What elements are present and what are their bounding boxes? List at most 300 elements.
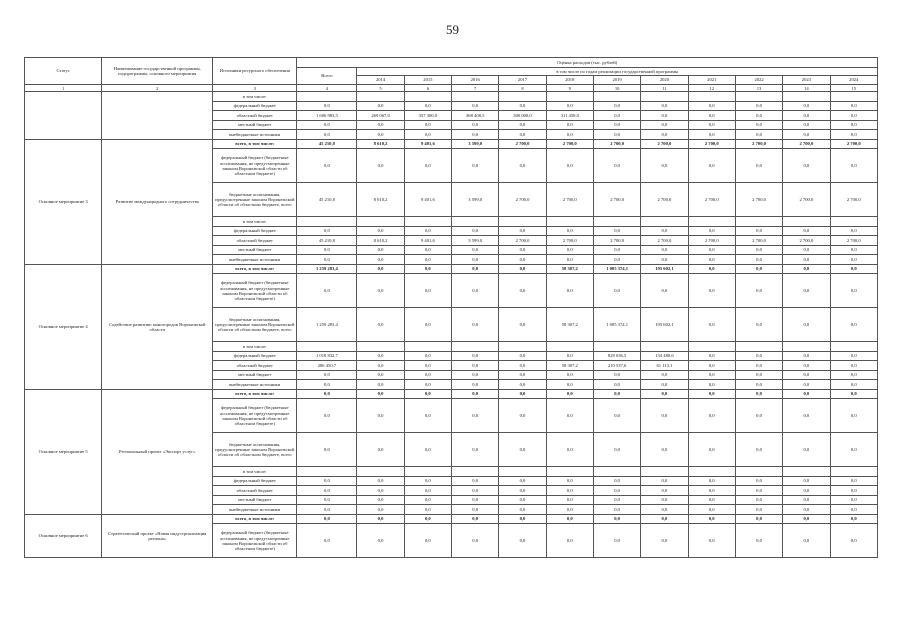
year-value-cell: 0,0 [830, 149, 877, 183]
year-value-cell: 0,0 [688, 389, 735, 399]
year-value-cell: 0,0 [452, 361, 499, 371]
year-value-cell: 0,0 [593, 111, 640, 121]
year-value-cell: 2 700,0 [593, 183, 640, 217]
year-value-cell: 0,0 [404, 476, 451, 486]
activity-name-cell: Стратегический проект «Новая индустриализация региона» [102, 514, 213, 558]
year-value-cell: 0,0 [546, 514, 593, 524]
header-column-number: 1 [25, 85, 102, 92]
year-value-cell [546, 92, 593, 102]
year-value-cell: 2 700,0 [499, 139, 546, 149]
year-value-cell: 0,0 [357, 370, 404, 380]
year-value-cell: 2 700,0 [783, 183, 830, 217]
year-value-cell: 0,0 [452, 120, 499, 130]
header-year: 2018 [546, 76, 593, 85]
year-value-cell: 0,0 [783, 120, 830, 130]
funding-source-cell: внебюджетные источники [213, 130, 297, 140]
year-value-cell: 0,0 [499, 524, 546, 558]
year-value-cell: 0,0 [546, 120, 593, 130]
status-cell: Основное мероприятие 4 [25, 264, 102, 389]
year-value-cell: 0,0 [404, 433, 451, 467]
year-value-cell: 0,0 [688, 514, 735, 524]
page-number: 59 [446, 22, 459, 37]
year-value-cell: 2 700,0 [546, 183, 593, 217]
header-year: 2017 [499, 76, 546, 85]
funding-source-cell: областной бюджет [213, 361, 297, 371]
year-value-cell: 0,0 [688, 495, 735, 505]
year-value-cell: 2 700,0 [735, 236, 782, 246]
year-value-cell: 0,0 [404, 370, 451, 380]
year-value-cell: 0,0 [641, 476, 688, 486]
header-estimate: Оценка расходов (тыс. рублей) [297, 58, 878, 68]
total-value-cell: 0,0 [297, 101, 357, 111]
year-value-cell: 0,0 [593, 149, 640, 183]
year-value-cell: 0,0 [688, 370, 735, 380]
year-value-cell: 2 700,0 [641, 139, 688, 149]
year-value-cell: 0,0 [735, 226, 782, 236]
header-year: 2020 [641, 76, 688, 85]
year-value-cell [783, 467, 830, 477]
table-row [25, 514, 878, 524]
year-value-cell [688, 467, 735, 477]
year-value-cell: 0,0 [452, 351, 499, 361]
year-value-cell: 0,0 [357, 380, 404, 390]
header-column-number: 5 [357, 85, 404, 92]
header-year: 2022 [735, 76, 782, 85]
year-value-cell: 0,0 [783, 370, 830, 380]
year-value-cell [735, 92, 782, 102]
header-column-number: 8 [499, 85, 546, 92]
year-value-cell: 0,0 [735, 389, 782, 399]
year-value-cell: 0,0 [452, 101, 499, 111]
year-value-cell: 0,0 [735, 274, 782, 308]
year-value-cell: 0,0 [357, 514, 404, 524]
year-value-cell: 0,0 [688, 380, 735, 390]
year-value-cell: 0,0 [404, 226, 451, 236]
year-value-cell: 0,0 [357, 399, 404, 433]
header-status: Статус [25, 58, 102, 85]
funding-source-cell: областной бюджет [213, 236, 297, 246]
year-value-cell [452, 467, 499, 477]
year-value-cell: 0,0 [593, 226, 640, 236]
year-value-cell: 0,0 [688, 351, 735, 361]
year-value-cell: 1 005 374,1 [593, 264, 640, 274]
year-value-cell: 0,0 [546, 370, 593, 380]
header-column-number: 3 [213, 85, 297, 92]
funding-source-cell: в том числе: [213, 92, 297, 102]
year-value-cell: 0,0 [593, 370, 640, 380]
year-value-cell: 0,0 [499, 120, 546, 130]
total-value-cell: 0,0 [297, 505, 357, 515]
year-value-cell: 0,0 [404, 264, 451, 274]
year-value-cell: 0,0 [641, 514, 688, 524]
year-value-cell: 0,0 [735, 514, 782, 524]
year-value-cell: 0,0 [830, 514, 877, 524]
year-value-cell: 0,0 [404, 514, 451, 524]
total-value-cell: 45 210,8 [297, 236, 357, 246]
year-value-cell: 3 599,0 [452, 183, 499, 217]
year-value-cell: 0,0 [641, 495, 688, 505]
year-value-cell: 0,0 [499, 130, 546, 140]
year-value-cell: 0,0 [688, 274, 735, 308]
year-value-cell: 2 700,0 [735, 139, 782, 149]
year-value-cell [830, 467, 877, 477]
year-value-cell: 0,0 [783, 226, 830, 236]
year-value-cell [688, 92, 735, 102]
year-value-cell: 311 458,0 [546, 111, 593, 121]
year-value-cell: 58 307,2 [546, 361, 593, 371]
year-value-cell: 0,0 [546, 433, 593, 467]
year-value-cell: 0,0 [499, 245, 546, 255]
year-value-cell: 0,0 [452, 389, 499, 399]
year-value-cell: 0,0 [404, 274, 451, 308]
year-value-cell [357, 217, 404, 227]
status-cell [25, 92, 102, 140]
year-value-cell: 0,0 [546, 351, 593, 361]
year-value-cell: 0,0 [452, 274, 499, 308]
year-value-cell: 0,0 [452, 245, 499, 255]
year-value-cell: 0,0 [452, 399, 499, 433]
year-value-cell: 0,0 [830, 255, 877, 265]
year-value-cell: 0,0 [830, 524, 877, 558]
year-value-cell: 0,0 [641, 245, 688, 255]
year-value-cell: 0,0 [735, 524, 782, 558]
total-value-cell: 0,0 [297, 389, 357, 399]
year-value-cell: 0,0 [783, 351, 830, 361]
funding-source-cell: всего, в том числе: [213, 139, 297, 149]
year-value-cell: 0,0 [688, 111, 735, 121]
year-value-cell: 0,0 [499, 274, 546, 308]
year-value-cell: 0,0 [830, 380, 877, 390]
year-value-cell: 0,0 [404, 495, 451, 505]
budget-table [24, 57, 878, 558]
year-value-cell: 0,0 [735, 101, 782, 111]
year-value-cell: 0,0 [357, 274, 404, 308]
year-value-cell: 0,0 [499, 255, 546, 265]
table-row [25, 139, 878, 149]
year-value-cell: 2 700,0 [688, 139, 735, 149]
year-value-cell: 0,0 [499, 433, 546, 467]
year-value-cell: 2 700,0 [641, 236, 688, 246]
year-value-cell: 0,0 [452, 524, 499, 558]
year-value-cell: 0,0 [688, 476, 735, 486]
year-value-cell: 0,0 [830, 389, 877, 399]
year-value-cell [546, 467, 593, 477]
year-value-cell: 0,0 [593, 245, 640, 255]
year-value-cell: 2 700,0 [499, 183, 546, 217]
total-value-cell: 0,0 [297, 399, 357, 433]
year-value-cell: 0,0 [783, 399, 830, 433]
year-value-cell: 0,0 [735, 351, 782, 361]
year-value-cell: 0,0 [830, 486, 877, 496]
year-value-cell: 0,0 [452, 226, 499, 236]
year-value-cell: 0,0 [357, 149, 404, 183]
year-value-cell: 0,0 [641, 274, 688, 308]
year-value-cell: 2 700,0 [546, 236, 593, 246]
table-row [25, 389, 878, 399]
year-value-cell: 0,0 [783, 476, 830, 486]
year-value-cell: 0,0 [735, 433, 782, 467]
year-value-cell [404, 217, 451, 227]
year-value-cell [783, 92, 830, 102]
year-value-cell: 3 599,0 [452, 236, 499, 246]
year-value-cell: 357 300,0 [404, 111, 451, 121]
year-value-cell: 0,0 [452, 380, 499, 390]
year-value-cell: 0,0 [783, 486, 830, 496]
funding-source-cell: федеральный бюджет (бюджетные ассигнования, не предусмотренные законом Воронежской области об областном бюджете) [213, 399, 297, 433]
year-value-cell: 0,0 [688, 264, 735, 274]
year-value-cell: 0,0 [546, 399, 593, 433]
year-value-cell: 0,0 [357, 226, 404, 236]
year-value-cell: 0,0 [783, 524, 830, 558]
year-value-cell: 368 408,5 [452, 111, 499, 121]
year-value-cell: 2 700,0 [783, 236, 830, 246]
year-value-cell: 0,0 [404, 380, 451, 390]
year-value-cell: 1 005 374,1 [593, 308, 640, 342]
year-value-cell: 58 307,2 [546, 308, 593, 342]
year-value-cell: 195 602,1 [641, 308, 688, 342]
year-value-cell: 0,0 [783, 505, 830, 515]
total-value-cell: 0,0 [297, 524, 357, 558]
funding-source-cell: областной бюджет [213, 111, 297, 121]
table-row [25, 264, 878, 274]
total-value-cell: 0,0 [297, 380, 357, 390]
year-value-cell [688, 342, 735, 352]
year-value-cell: 0,0 [830, 476, 877, 486]
total-value-cell [297, 467, 357, 477]
year-value-cell: 0,0 [499, 264, 546, 274]
funding-source-cell: внебюджетные источники [213, 380, 297, 390]
year-value-cell [735, 342, 782, 352]
total-value-cell [297, 217, 357, 227]
year-value-cell: 0,0 [783, 514, 830, 524]
year-value-cell: 0,0 [735, 264, 782, 274]
year-value-cell: 0,0 [546, 495, 593, 505]
year-value-cell: 269 067,0 [357, 111, 404, 121]
year-value-cell: 0,0 [783, 111, 830, 121]
funding-source-cell: в том числе: [213, 342, 297, 352]
year-value-cell: 0,0 [593, 433, 640, 467]
funding-source-cell: федеральный бюджет [213, 101, 297, 111]
year-value-cell: 0,0 [452, 476, 499, 486]
year-value-cell: 2 700,0 [688, 183, 735, 217]
year-value-cell: 0,0 [688, 101, 735, 111]
year-value-cell [783, 342, 830, 352]
year-value-cell: 0,0 [783, 389, 830, 399]
year-value-cell: 0,0 [452, 486, 499, 496]
funding-source-cell: всего, в том числе: [213, 514, 297, 524]
year-value-cell: 0,0 [404, 399, 451, 433]
year-value-cell: 0,0 [735, 111, 782, 121]
year-value-cell: 0,0 [357, 130, 404, 140]
year-value-cell: 0,0 [357, 495, 404, 505]
year-value-cell: 0,0 [688, 308, 735, 342]
year-value-cell: 0,0 [735, 476, 782, 486]
year-value-cell: 0,0 [357, 351, 404, 361]
year-value-cell: 0,0 [357, 476, 404, 486]
year-value-cell: 2 700,0 [830, 236, 877, 246]
total-value-cell: 0,0 [297, 226, 357, 236]
year-value-cell: 0,0 [452, 514, 499, 524]
year-value-cell: 0,0 [735, 380, 782, 390]
total-value-cell: 1 259 283,4 [297, 264, 357, 274]
funding-source-cell: местный бюджет [213, 120, 297, 130]
header-column-number: 4 [297, 85, 357, 92]
total-value-cell: 0,0 [297, 245, 357, 255]
year-value-cell: 0,0 [357, 505, 404, 515]
year-value-cell: 0,0 [783, 149, 830, 183]
header-year: 2019 [593, 76, 640, 85]
year-value-cell: 0,0 [452, 264, 499, 274]
year-value-cell: 0,0 [499, 514, 546, 524]
year-value-cell [499, 342, 546, 352]
year-value-cell: 2 700,0 [735, 183, 782, 217]
year-value-cell: 0,0 [499, 495, 546, 505]
year-value-cell: 0,0 [499, 399, 546, 433]
year-value-cell: 0,0 [546, 389, 593, 399]
year-value-cell: 0,0 [830, 308, 877, 342]
year-value-cell: 0,0 [830, 274, 877, 308]
year-value-cell: 0,0 [688, 226, 735, 236]
year-value-cell: 0,0 [452, 370, 499, 380]
activity-name-cell [102, 92, 213, 140]
year-value-cell: 0,0 [404, 486, 451, 496]
year-value-cell: 0,0 [404, 101, 451, 111]
funding-source-cell: внебюджетные источники [213, 255, 297, 265]
year-value-cell: 134 480,6 [641, 351, 688, 361]
year-value-cell: 0,0 [783, 380, 830, 390]
year-value-cell: 0,0 [452, 130, 499, 140]
year-value-cell: 0,0 [546, 380, 593, 390]
year-value-cell: 0,0 [688, 255, 735, 265]
year-value-cell: 0,0 [783, 495, 830, 505]
year-value-cell: 0,0 [641, 370, 688, 380]
year-value-cell: 0,0 [735, 399, 782, 433]
year-value-cell: 0,0 [357, 361, 404, 371]
total-value-cell: 0,0 [297, 476, 357, 486]
year-value-cell [404, 342, 451, 352]
year-value-cell: 0,0 [404, 149, 451, 183]
funding-source-cell: бюджетные ассигнования, предусмотренные законом Воронежской области об областном бюджете, всего [213, 308, 297, 342]
year-value-cell: 0,0 [783, 245, 830, 255]
funding-source-cell: местный бюджет [213, 495, 297, 505]
year-value-cell: 0,0 [735, 495, 782, 505]
year-value-cell: 0,0 [452, 149, 499, 183]
year-value-cell: 0,0 [593, 399, 640, 433]
year-value-cell: 0,0 [735, 505, 782, 515]
total-value-cell: 45 210,8 [297, 139, 357, 149]
status-cell: Основное мероприятие 3 [25, 139, 102, 264]
year-value-cell: 0,0 [546, 255, 593, 265]
year-value-cell: 0,0 [830, 120, 877, 130]
total-value-cell: 0,0 [297, 130, 357, 140]
year-value-cell: 0,0 [593, 495, 640, 505]
header-year: 2024 [830, 76, 877, 85]
funding-source-cell: всего, в том числе: [213, 389, 297, 399]
year-value-cell: 0,0 [546, 130, 593, 140]
header-year: 2015 [404, 76, 451, 85]
year-value-cell: 0,0 [546, 476, 593, 486]
year-value-cell: 0,0 [783, 361, 830, 371]
year-value-cell: 0,0 [546, 101, 593, 111]
year-value-cell: 0,0 [830, 351, 877, 361]
header-year: 2016 [452, 76, 499, 85]
year-value-cell: 0,0 [357, 308, 404, 342]
year-value-cell [499, 467, 546, 477]
year-value-cell: 2 700,0 [593, 139, 640, 149]
year-value-cell: 61 113,1 [641, 361, 688, 371]
total-value-cell [297, 92, 357, 102]
year-value-cell: 0,0 [641, 433, 688, 467]
year-value-cell: 0,0 [735, 120, 782, 130]
header-name: Наименование государственной программы, подпрограммы, основного мероприятия [102, 58, 213, 85]
year-value-cell: 0,0 [593, 274, 640, 308]
total-value-cell: 1 259 283,4 [297, 308, 357, 342]
year-value-cell: 0,0 [783, 433, 830, 467]
year-value-cell [593, 342, 640, 352]
year-value-cell: 0,0 [499, 101, 546, 111]
year-value-cell [641, 342, 688, 352]
year-value-cell: 0,0 [641, 101, 688, 111]
year-value-cell: 2 700,0 [688, 236, 735, 246]
year-value-cell: 0,0 [641, 120, 688, 130]
year-value-cell [546, 342, 593, 352]
year-value-cell: 0,0 [499, 308, 546, 342]
year-value-cell: 9 401,6 [404, 183, 451, 217]
year-value-cell: 0,0 [546, 226, 593, 236]
year-value-cell: 0,0 [499, 226, 546, 236]
header-column-number: 10 [593, 85, 640, 92]
year-value-cell [357, 342, 404, 352]
year-value-cell: 2 700,0 [546, 139, 593, 149]
header-column-number: 2 [102, 85, 213, 92]
year-value-cell: 58 307,2 [546, 264, 593, 274]
year-value-cell: 9 401,6 [404, 236, 451, 246]
year-value-cell: 0,0 [546, 486, 593, 496]
funding-source-cell: федеральный бюджет (бюджетные ассигнования, не предусмотренные законом Воронежской области об областном бюджете) [213, 524, 297, 558]
year-value-cell: 0,0 [593, 120, 640, 130]
year-value-cell: 0,0 [357, 433, 404, 467]
year-value-cell: 0,0 [688, 361, 735, 371]
year-value-cell [357, 92, 404, 102]
funding-source-cell: внебюджетные источники [213, 505, 297, 515]
year-value-cell: 0,0 [546, 524, 593, 558]
header-column-number: 7 [452, 85, 499, 92]
year-value-cell: 0,0 [404, 361, 451, 371]
year-value-cell: 0,0 [404, 130, 451, 140]
year-value-cell: 0,0 [830, 130, 877, 140]
year-value-cell: 0,0 [357, 245, 404, 255]
header-column-number: 6 [404, 85, 451, 92]
year-value-cell: 0,0 [404, 308, 451, 342]
year-value-cell: 0,0 [783, 308, 830, 342]
year-value-cell: 2 700,0 [783, 139, 830, 149]
year-value-cell: 0,0 [357, 486, 404, 496]
year-value-cell: 0,0 [830, 101, 877, 111]
year-value-cell: 0,0 [593, 486, 640, 496]
year-value-cell: 0,0 [546, 149, 593, 183]
year-value-cell: 0,0 [830, 361, 877, 371]
total-value-cell: 0,0 [297, 274, 357, 308]
year-value-cell [593, 467, 640, 477]
year-value-cell: 0,0 [404, 389, 451, 399]
year-value-cell: 0,0 [688, 486, 735, 496]
total-value-cell: 286 450,7 [297, 361, 357, 371]
year-value-cell: 0,0 [452, 308, 499, 342]
activity-name-cell: Региональный проект «Экспорт услуг» [102, 389, 213, 514]
header-year: 2023 [783, 76, 830, 85]
year-value-cell [499, 217, 546, 227]
year-value-cell [688, 217, 735, 227]
